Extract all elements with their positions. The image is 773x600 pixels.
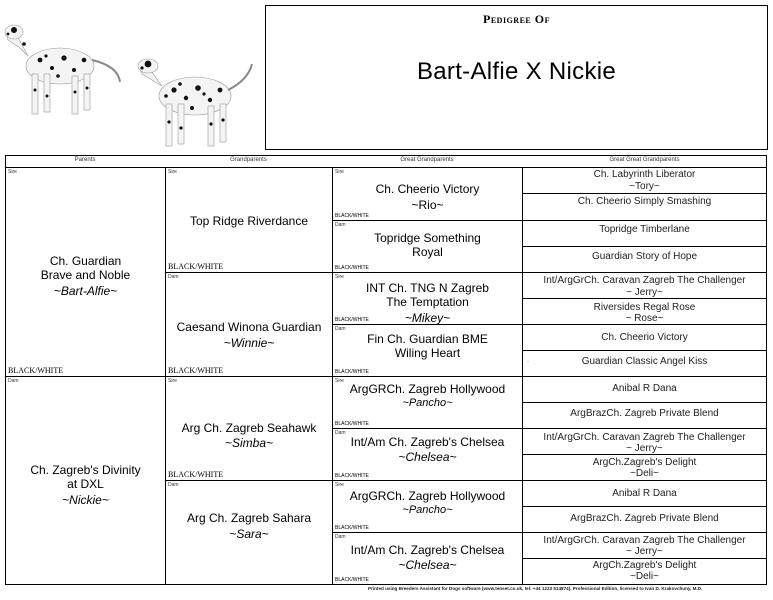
dam-tag: Dam	[335, 326, 346, 332]
color-label: BLACK/WHITE	[8, 366, 64, 375]
title-box	[265, 5, 768, 150]
ggg-name: Int/ArgGrCh. Caravan Zagreb The Challenger	[543, 535, 746, 546]
dam-tag: Dam	[335, 430, 346, 436]
ggg-name: Ch. Cheerio Simply Smashing	[577, 196, 712, 207]
great-grandparent-name: Int/Am Ch. Zagreb's Chelsea	[350, 435, 505, 449]
great-grandparent-name: Ch. Cheerio Victory	[375, 182, 480, 196]
great-grandparent-nick: ~Chelsea~	[398, 558, 457, 572]
grandparent-name: Arg Ch. Zagreb Seahawk	[181, 421, 317, 435]
great-great-grandparent-cell	[522, 298, 767, 325]
ggg-nick: ~Deli~	[630, 468, 659, 479]
great-great-grandparent-cell	[522, 506, 767, 533]
ggg-name: Ch. Labyrinth Liberator	[593, 169, 696, 180]
great-grandparent-nick: ~Mikey~	[404, 311, 451, 325]
great-grandparent-name: Fin Ch. Guardian BME Wiling Heart	[367, 332, 488, 361]
great-grandparent-nick: ~Chelsea~	[398, 450, 457, 464]
dam-tag: Dam	[335, 222, 346, 228]
great-grandparent-cell	[332, 480, 523, 533]
great-grandparent-cell	[332, 167, 523, 221]
column-header-great-great-grandparents: Great Great Grandparents	[609, 157, 680, 163]
great-grandparent-name: ArgGRCh. Zagreb Hollywood	[349, 489, 506, 503]
ggg-name: Anibal R Dana	[612, 383, 677, 394]
great-grandparent-name: Topridge Something Royal	[374, 231, 481, 260]
color-label: BLACK/WHITE	[335, 265, 369, 271]
great-grandparent-cell	[332, 532, 523, 585]
stray-dot: ·	[527, 359, 529, 365]
ggg-nick: ~Deli~	[630, 571, 659, 582]
ggg-name: Int/ArgGrCh. Caravan Zagreb The Challenger	[543, 432, 746, 443]
sire-tag: Sire	[335, 482, 344, 488]
color-label: BLACK/WHITE	[335, 369, 369, 375]
great-grandparent-cell	[332, 272, 523, 325]
ggg-name: ArgCh.Zagreb's Delight	[592, 457, 697, 468]
great-great-grandparent-cell	[522, 480, 767, 507]
great-great-grandparent-cell	[522, 246, 767, 273]
ggg-name: Ch. Cheerio Victory	[601, 332, 688, 343]
dam-tag: Dam	[168, 274, 179, 280]
great-grandparent-name: ArgGRCh. Zagreb Hollywood	[349, 382, 506, 396]
great-great-grandparent-cell	[522, 324, 767, 351]
ggg-name: Guardian Story of Hope	[591, 251, 698, 262]
dalmatian-dogs-illustration	[0, 0, 262, 152]
great-great-grandparent-cell	[522, 454, 767, 481]
sire-tag: Sire	[168, 169, 177, 175]
color-label: BLACK/WHITE	[335, 213, 369, 219]
grandparent-nick: ~Simba~	[224, 436, 274, 450]
sire-tag: Sire	[8, 169, 17, 175]
parent-sire-cell	[5, 167, 166, 377]
great-grandparent-nick: ~Pancho~	[402, 397, 453, 409]
color-label: BLACK/WHITE	[168, 262, 224, 271]
great-grandparent-cell	[332, 428, 523, 481]
great-grandparent-nick: ~Pancho~	[402, 504, 453, 516]
dog-left	[5, 25, 120, 114]
great-great-grandparent-cell	[522, 193, 767, 221]
dam-tag: Dam	[8, 378, 19, 384]
grandparent-nick: ~Winnie~	[223, 336, 275, 350]
great-grandparent-cell	[332, 220, 523, 273]
ggg-name: Guardian Classic Angel Kiss	[581, 356, 708, 367]
dog-right	[138, 59, 252, 146]
great-grandparent-cell	[332, 376, 523, 429]
ggg-nick: ~ Jerry~	[626, 287, 663, 298]
great-grandparent-name: Int/Am Ch. Zagreb's Chelsea	[350, 543, 505, 557]
grandparent-name: Caesand Winona Guardian	[176, 320, 322, 334]
great-great-grandparent-cell	[522, 350, 767, 377]
great-great-grandparent-cell	[522, 558, 767, 585]
ggg-name: ArgBrazCh. Zagreb Private Blend	[570, 408, 719, 419]
color-label: BLACK/WHITE	[335, 317, 369, 323]
grandparent-cell	[165, 272, 333, 377]
color-label: BLACK/WHITE	[335, 473, 369, 479]
grandparent-name: Arg Ch. Zagreb Sahara	[186, 511, 312, 525]
pedigree-title: Bart-Alfie X Nickie	[416, 58, 617, 85]
column-header-great-grandparents: Great Grandparents	[400, 157, 454, 163]
ggg-nick: ~ Jerry~	[626, 443, 663, 454]
grandparent-nick: ~Sara~	[229, 527, 269, 541]
ggg-name: ArgBrazCh. Zagreb Private Blend	[570, 513, 719, 524]
great-great-grandparent-cell	[522, 402, 767, 429]
column-header-grandparents: Grandparents	[230, 157, 267, 163]
pedigree-of-label: Pedigree Of	[483, 12, 550, 26]
sire-tag: Sire	[335, 169, 344, 175]
color-label: BLACK/WHITE	[168, 366, 224, 375]
footer-credit: Printed using Breeders Assistant for Dogs software (www.tenset.co.uk, tel: +44 1223 514874). Professional Edition, licensed to Ivan D. Krakovchuny, M.D.	[368, 586, 703, 591]
grandparent-name: Top Ridge Riverdance	[189, 214, 309, 228]
parent-dam-name: Ch. Zagreb's Divinity at DXL	[30, 463, 141, 492]
parent-sire-name: Ch. Guardian Brave and Noble	[40, 254, 131, 283]
grandparent-cell	[165, 376, 333, 481]
parent-sire-nick: ~Bart-Alfie~	[53, 284, 118, 298]
dam-tag: Dam	[168, 482, 179, 488]
great-grandparent-cell	[332, 324, 523, 377]
sire-tag: Sire	[335, 378, 344, 384]
sire-tag: Sire	[335, 274, 344, 280]
parent-dam-nick: ~Nickie~	[62, 493, 109, 507]
column-header-parents: Parents	[74, 157, 96, 163]
color-label: BLACK/WHITE	[335, 577, 369, 583]
ggg-name: Topridge Timberlane	[599, 224, 690, 235]
great-grandparent-name: INT Ch. TNG N Zagreb The Temptation	[366, 281, 489, 310]
ggg-nick: ~ Rose~	[625, 313, 664, 324]
color-label: BLACK/WHITE	[335, 421, 369, 427]
parent-dam-cell	[5, 376, 166, 585]
great-great-grandparent-cell	[522, 272, 767, 299]
ggg-nick: ~Tory~	[629, 181, 660, 192]
great-great-grandparent-cell	[522, 428, 767, 455]
ggg-name: ArgCh.Zagreb's Delight	[592, 560, 697, 571]
ggg-name: Riversides Regal Rose	[593, 302, 696, 313]
grandparent-cell	[165, 480, 333, 585]
great-grandparent-nick: ~Rio~	[411, 198, 444, 212]
dam-tag: Dam	[335, 534, 346, 540]
great-great-grandparent-cell	[522, 167, 767, 194]
sire-tag: Sire	[168, 378, 177, 384]
ggg-nick: ~ Jerry~	[626, 546, 663, 557]
color-label: BLACK/WHITE	[335, 525, 369, 531]
color-label: BLACK/WHITE	[168, 470, 224, 479]
grandparent-cell	[165, 167, 333, 273]
ggg-name: Anibal R Dana	[612, 488, 677, 499]
great-great-grandparent-cell	[522, 220, 767, 247]
ggg-name: Int/ArgGrCh. Caravan Zagreb The Challenger	[543, 275, 746, 286]
great-great-grandparent-cell	[522, 376, 767, 403]
great-great-grandparent-cell	[522, 532, 767, 559]
